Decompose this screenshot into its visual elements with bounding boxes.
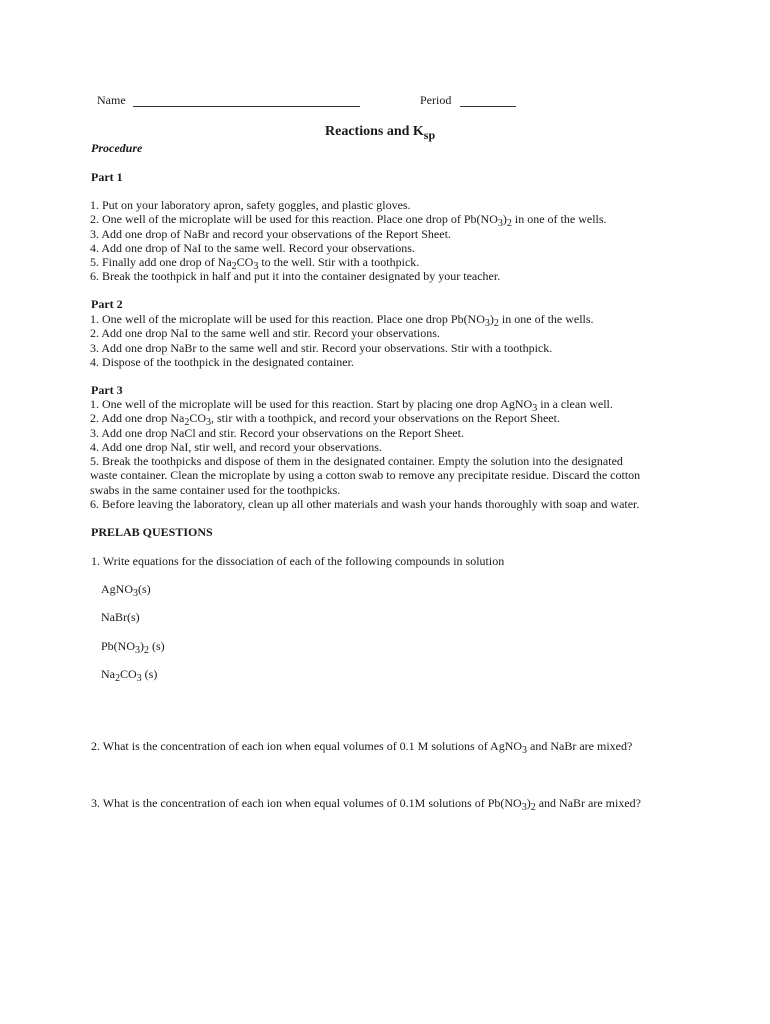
name-label: Name [97, 93, 126, 107]
part3-step-5: 5. Break the toothpicks and dispose of them in the designated container. Empty the solution into the designated [90, 454, 623, 469]
part3-step-5-cont-2: swabs in the same container used for the toothpicks. [90, 482, 341, 497]
page-title: Reactions and $K_{sp}$ [325, 124, 436, 142]
part2-step-4: 4. Dispose of the toothpick in the designated container. [90, 354, 354, 369]
procedure-heading: Procedure [91, 141, 143, 155]
part3-step-6: 6. Before leaving the laboratory, clean up all other materials and wash your hands thoroughly with soap and water. [90, 497, 640, 512]
part1-step-3: 3. Add one drop of NaBr and record your observations of the Report Sheet. [90, 226, 451, 241]
part1-step-4: 4. Add one drop of NaI to the same well. Record your observations. [90, 240, 415, 255]
part3-step-4: 4. Add one drop NaI, stir well, and record your observations. [90, 439, 382, 454]
part3-heading: Part 3 [91, 383, 123, 397]
part2-step-1: 1. One well of the microplate will be used for this reaction. Place one drop $Pb(NO_3)_2$ in one of the wells. [90, 312, 594, 329]
part1-steps [90, 198, 607, 284]
period-blank [460, 96, 516, 107]
compound-pbno32: $Pb(NO_3)_2$ (s) [101, 639, 165, 656]
name-blank [133, 96, 360, 107]
part3-step-1: 1. One well of the microplate will be used for this reaction. Start by placing one drop AgNO$_3$ in a clean well. [90, 397, 613, 414]
question-1: 1. Write equations for the dissociation of each of the following compounds in solution [91, 554, 505, 568]
part3-steps [90, 397, 640, 511]
period-label: Period [420, 93, 452, 107]
part1-heading: Part 1 [91, 170, 123, 184]
part3-step-5-cont-1: waste container. Clean the microplate by using a cotton swab to remove any precipitate residue. Discard the cotton [90, 468, 641, 483]
prelab-heading: PRELAB QUESTIONS [91, 525, 213, 539]
part3-step-3: 3. Add one drop NaCl and stir. Record your observations on the Report Sheet. [90, 425, 464, 440]
part2-step-3: 3. Add one drop NaBr to the same well and stir. Record your observations. Stir with a toothpick. [90, 340, 553, 355]
part1-step-6: 6. Break the toothpick in half and put it into the container designated by your teacher. [90, 269, 501, 284]
question-2: 2. What is the concentration of each ion when equal volumes of 0.1 M solutions of AgNO$_3$ and NaBr are mixed? [91, 739, 633, 756]
part2-step-2: 2. Add one drop NaI to the same well and stir. Record your observations. [90, 326, 440, 341]
part3-step-2: 2. Add one drop $Na_2CO_3$, stir with a toothpick, and record your observations on the Report Sheet. [90, 411, 560, 429]
part1-step-2: 2. One well of the microplate will be used for this reaction. Place one drop of $Pb(NO_3)_2$ in one of the wells. [90, 212, 607, 230]
question-3: 3. What is the concentration of each ion when equal volumes of 0.1M solutions of $Pb(NO_3)_2$ and NaBr are mixed? [91, 796, 641, 813]
part2-steps [90, 312, 594, 369]
part1-step-1: 1. Put on your laboratory apron, safety goggles, and plastic gloves. [90, 198, 411, 212]
part1-step-5: 5. Finally add one drop of $Na_2CO_3$ to the well. Stir with a toothpick. [90, 255, 420, 273]
part2-heading: Part 2 [91, 297, 123, 311]
compound-agno3: AgNO$_3$(s) [101, 582, 151, 599]
compound-na2co3: $Na_2CO_3$ (s) [101, 667, 158, 684]
compound-nabr: NaBr(s) [101, 610, 140, 624]
